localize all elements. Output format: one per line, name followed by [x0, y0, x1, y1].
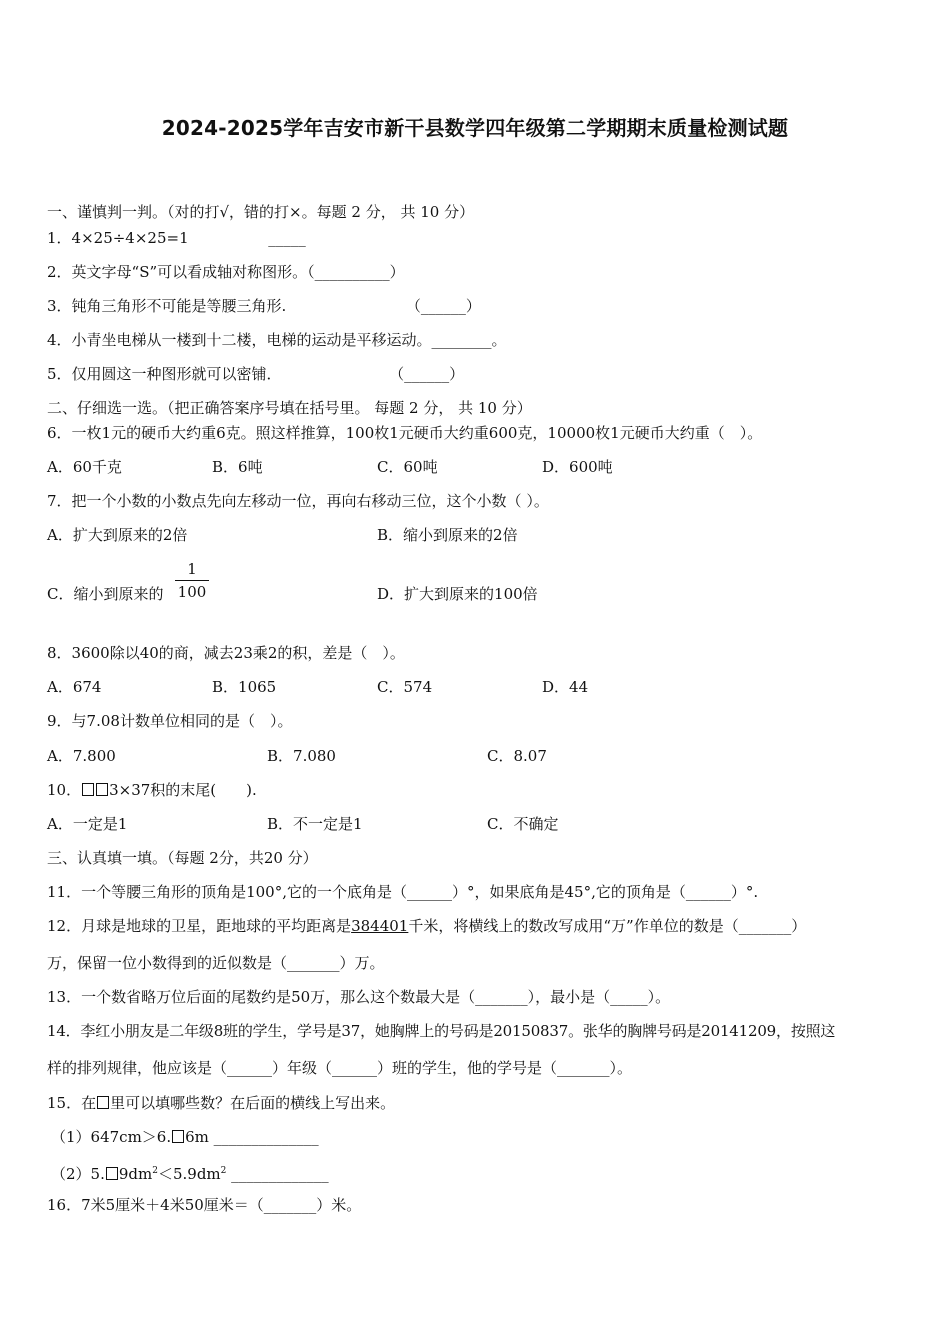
fraction-numerator: 1	[187, 560, 197, 578]
question-9: 9．与7.08计数单位相同的是（ ）。	[47, 712, 293, 730]
question-10	[47, 780, 257, 800]
question-6: 6．一枚1元的硬币大约重6克。照这样推算，100枚1元硬币大约重600克，10000枚1元硬币大约重（ ）。	[47, 424, 763, 442]
q8-option-a: A．674	[47, 678, 102, 696]
question-15-before: 15．在	[47, 1094, 97, 1112]
fraction-denominator: 100	[177, 583, 207, 601]
question-15-part-2	[51, 1161, 329, 1184]
page-title: 2024-2025学年吉安市新干县数学四年级第二学期期末质量检测试题	[161, 116, 789, 140]
question-14-line1: 14．李红小朋友是二年级8班的学生，学号是37，她胸牌上的号码是20150837。张华的胸牌号码是20141209，按照这	[47, 1022, 836, 1040]
question-7: 7．把一个小数的小数点先向左移动一位，再向右移动三位，这个小数（ ）。	[47, 492, 549, 510]
superscript-2: 2	[152, 1166, 158, 1176]
q9-option-a: A．7.800	[47, 747, 116, 765]
q7-option-b: B．缩小到原来的2倍	[377, 526, 518, 544]
superscript-2: 2	[220, 1166, 227, 1176]
question-11: 11．一个等腰三角形的顶角是100°,它的一个底角是（______）°，如果底角是45°,它的顶角是（______）°.	[47, 883, 759, 901]
blank-box-icon	[172, 1130, 184, 1143]
question-14-line2: 样的排列规律，他应该是（______）年级（______）班的学生，他的学号是（_______）。	[47, 1059, 633, 1077]
q6-option-b: B．6吨	[212, 458, 263, 476]
section-2-heading: 二、仔细选一选。（把正确答案序号填在括号里。 每题 2 分， 共 10 分）	[47, 399, 532, 417]
q15-part1-after: 6m ______________	[185, 1128, 319, 1146]
q15-part2-before: （2）5.	[51, 1165, 105, 1183]
question-13: 13．一个数省略万位后面的尾数约是50万，那么这个数最大是（_______），最小是（_____）。	[47, 988, 671, 1006]
q6-option-c: C．60吨	[377, 458, 438, 476]
question-4: 4．小青坐电梯从一楼到十二楼，电梯的运动是平移运动。________。	[47, 331, 507, 349]
fraction-bar	[175, 580, 209, 581]
q15-part2-mid2: ＜5.9dm	[157, 1165, 221, 1183]
question-5	[47, 364, 464, 384]
q8-option-c: C．574	[377, 678, 433, 696]
q9-option-b: B．7.080	[267, 747, 336, 765]
question-12-number: 384401	[351, 917, 409, 935]
section-1-heading: 一、谨慎判一判。（对的打√，错的打×。每题 2 分， 共 10 分）	[47, 203, 475, 221]
blank-box-icon	[82, 783, 94, 796]
question-15-part-1	[51, 1127, 319, 1147]
q9-option-c: C．8.07	[487, 747, 547, 765]
q7-option-c: C．缩小到原来的	[47, 585, 164, 603]
q6-option-d: D．600吨	[542, 458, 613, 476]
fraction-one-hundredth	[175, 560, 209, 601]
blank-box-icon	[96, 783, 108, 796]
question-5-text: 5．仅用圆这一种图形就可以密铺．	[47, 365, 282, 383]
q15-part2-mid: 9dm	[118, 1165, 153, 1183]
question-12	[47, 916, 806, 936]
question-2: 2．英文字母“S”可以看成轴对称图形。（__________）	[47, 263, 405, 281]
question-16: 16．7米5厘米＋4米50厘米＝（_______）米。	[47, 1196, 362, 1214]
question-12-after: 千米，将横线上的数改写成用“万”作单位的数是（_______）	[408, 917, 807, 935]
q6-option-a: A．60千克	[47, 458, 122, 476]
blank-box-icon	[97, 1096, 109, 1109]
question-12-line2: 万，保留一位小数得到的近似数是（_______）万。	[47, 954, 385, 972]
q15-part1-before: （1）647cm＞6.	[51, 1128, 172, 1146]
q15-part2-after: _____________	[226, 1165, 329, 1183]
question-1-blank: _____	[268, 229, 306, 247]
q10-option-c: C．不确定	[487, 815, 559, 833]
question-3-text: 3．钝角三角形不可能是等腰三角形.	[47, 297, 287, 315]
q7-option-a: A．扩大到原来的2倍	[47, 526, 188, 544]
q7-option-d: D．扩大到原来的100倍	[377, 585, 538, 603]
question-3	[47, 296, 481, 316]
q8-option-d: D．44	[542, 678, 589, 696]
question-10-prefix: 10．	[47, 781, 82, 799]
question-15	[47, 1093, 395, 1113]
question-5-blank: （______）	[389, 365, 465, 383]
question-12-before: 12．月球是地球的卫星，距地球的平均距离是	[47, 917, 352, 935]
blank-box-icon	[106, 1167, 118, 1180]
question-1-text: 1．4×25÷4×25=1	[47, 229, 189, 247]
section-3-heading: 三、认真填一填。（每题 2分，共20 分）	[47, 849, 318, 867]
question-15-after: 里可以填哪些数？在后面的横线上写出来。	[110, 1094, 396, 1112]
q8-option-b: B．1065	[212, 678, 277, 696]
q10-option-a: A．一定是1	[47, 815, 128, 833]
question-1	[47, 228, 306, 248]
question-8: 8．3600除以40的商，减去23乘2的积，差是（ ）。	[47, 644, 405, 662]
question-3-blank: （______）	[405, 297, 481, 315]
question-10-suffix: 3×37积的末尾( ).	[109, 781, 257, 799]
q10-option-b: B．不一定是1	[267, 815, 363, 833]
